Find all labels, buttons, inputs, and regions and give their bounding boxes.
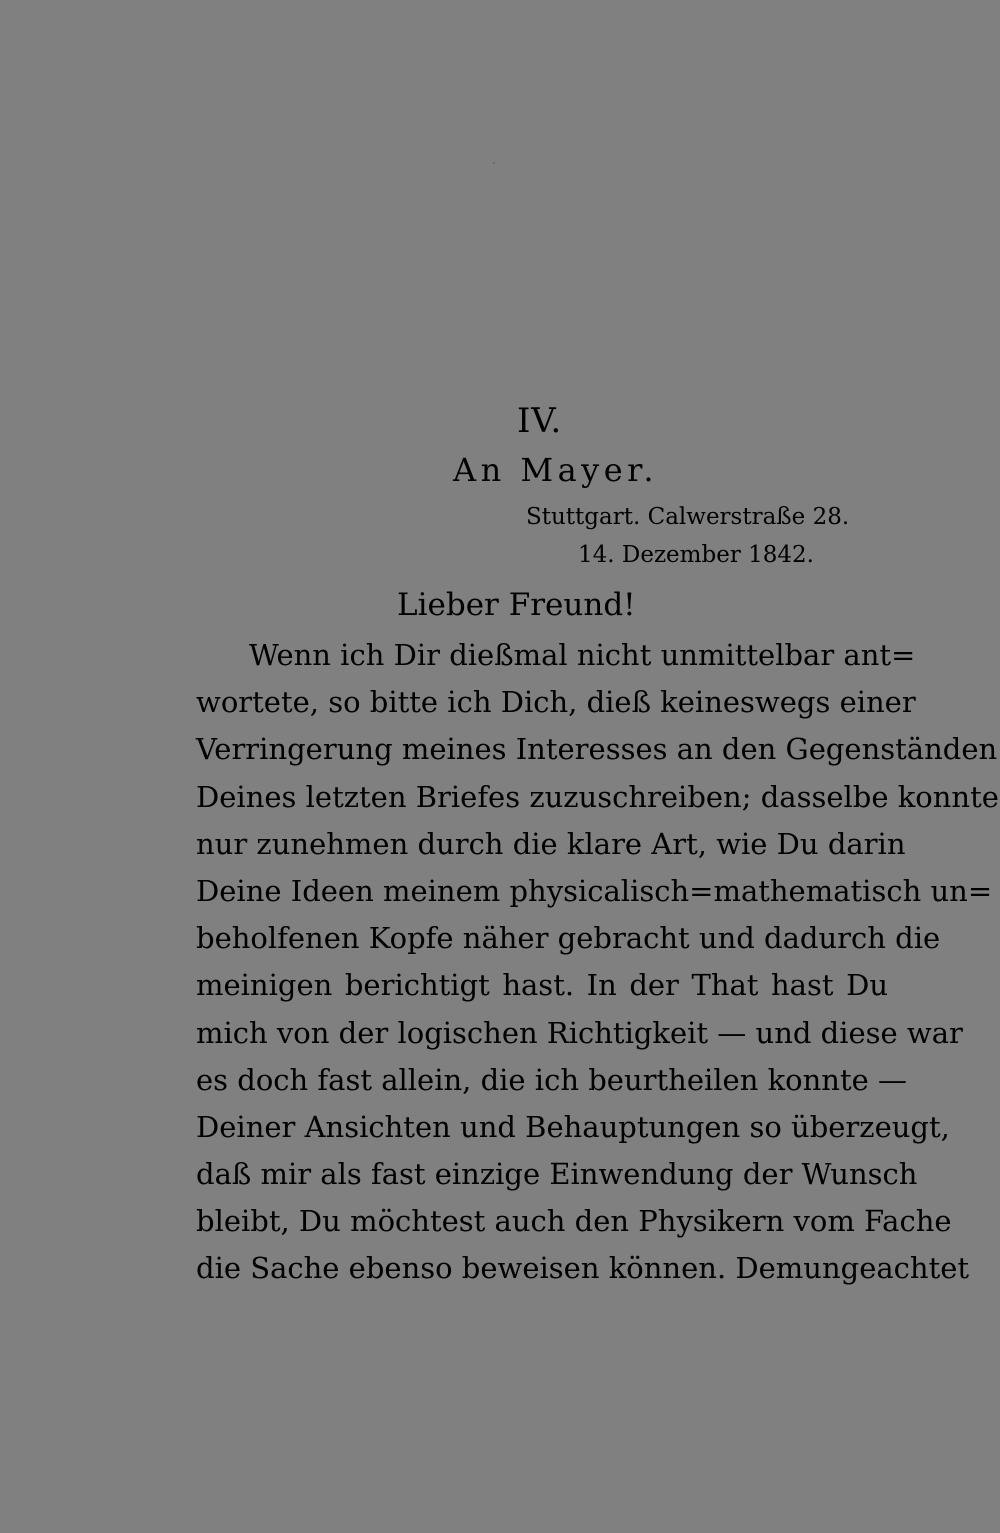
body-line: daß mir als fast einzige Einwendung der Wunsch: [196, 1157, 918, 1192]
body-line: meinigen berichtigt hast. In der That hast Du: [196, 968, 888, 1003]
paper-speck: [493, 162, 495, 164]
letter-salutation: Lieber Freund!: [397, 587, 636, 623]
body-line: nur zunehmen durch die klare Art, wie Du darin: [196, 826, 906, 861]
chapter-numeral: IV.: [517, 401, 562, 441]
body-line: es doch fast allein, die ich beurtheilen konnte —: [196, 1062, 908, 1097]
body-line: mich von der logischen Richtigkeit — und diese war: [196, 1015, 963, 1050]
body-line: Wenn ich Dir dießmal nicht unmittelbar ant=: [249, 638, 916, 672]
body-line: wortete, so bitte ich Dich, dieß keineswegs einer: [196, 685, 916, 720]
body-line: Deine Ideen meinem physicalisch=mathematisch un=: [196, 873, 993, 908]
body-line: Verringerung meines Interesses an den Gegenständen: [196, 732, 998, 767]
letter-body: [196, 632, 999, 1293]
letter-addressee: An Mayer.: [453, 451, 659, 489]
body-line: Deiner Ansichten und Behauptungen so überzeugt,: [196, 1109, 950, 1144]
body-line: bleibt, Du möchtest auch den Physikern vom Fache: [196, 1204, 952, 1239]
body-line: die Sache ebenso beweisen können. Demungeachtet: [196, 1251, 970, 1286]
letter-date: 14. Dezember 1842.: [578, 542, 814, 568]
body-line: Deines letzten Briefes zuzuschreiben; dasselbe konnte: [196, 779, 999, 814]
body-line: beholfenen Kopfe näher gebracht und dadurch die: [196, 921, 941, 956]
letter-place: Stuttgart. Calwerstraße 28.: [526, 504, 850, 530]
